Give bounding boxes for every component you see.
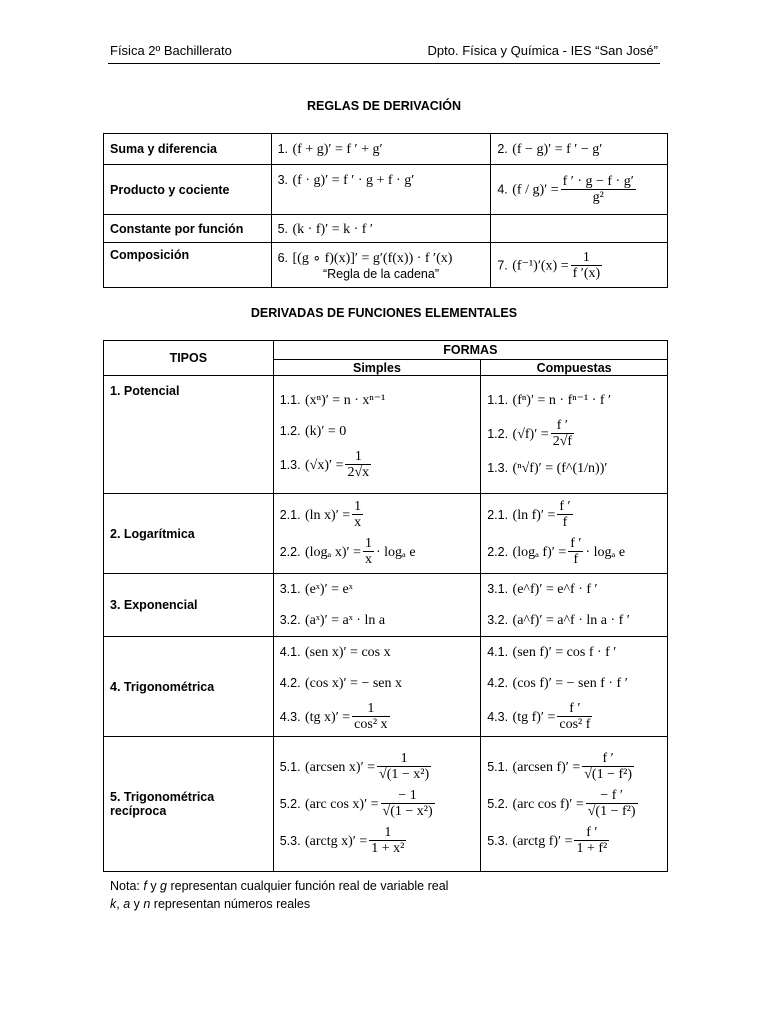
fraction: $\frac{- 1}{\text{√(1 − x²)}}$: [382, 787, 433, 819]
rule-label: Constante por función: [104, 215, 272, 243]
header-tipos: TIPOS: [104, 341, 274, 376]
formula: 4.1. (sen f)′ = cos f · f ′: [487, 645, 617, 660]
formula: 4.3. (tg x)′ = $\frac{1}{\text{cos² x}}$: [279, 701, 388, 733]
formula: 4.2. (cos f)′ = − sen f · f ′: [487, 676, 628, 691]
fraction: $\frac{f '}{\text{cos² f}}$: [559, 701, 591, 733]
formula: 4.1. (sen x)′ = cos x: [279, 645, 391, 660]
fraction: $\frac{1}{x}$: [354, 498, 362, 530]
compuestas-cell: [481, 737, 668, 872]
fraction: $\frac{f '}{f}$: [559, 498, 571, 530]
rules-row-4: [104, 243, 668, 288]
simples-cell: [273, 637, 481, 737]
fraction: $\frac{- f '}{\text{√(1 − f²)}}$: [587, 787, 636, 819]
page-header: [108, 43, 660, 64]
tipo-label: 4. Trigonométrica: [104, 637, 274, 737]
tipo-label: 2. Logarítmica: [104, 494, 274, 574]
formula: 5.2. (arc cos f)′ = $\frac{- f '}{\text{√(1 − f²)}}$: [487, 787, 636, 819]
simples-cell: [273, 376, 481, 494]
header-formas: FORMAS: [273, 341, 667, 360]
formula: 3.2. (a^f)′ = a^f · ln a · f ′: [487, 613, 630, 628]
rule-5: 5. (k · f)′ = k · f ′: [271, 215, 491, 243]
formula: 3.1. (e^f)′ = e^f · f ′: [487, 582, 598, 597]
formula: 1.1. (fⁿ)′ = n · fⁿ⁻¹ · f ′: [487, 393, 612, 408]
formula: 2.2. (logₐ x)′ = $\frac{1}{x}$ · logₐ e: [279, 535, 416, 567]
header-left: Física 2º Bachillerato: [110, 43, 232, 58]
title-elementary: DERIVADAS DE FUNCIONES ELEMENTALES: [250, 306, 518, 320]
chain-rule-caption: “Regla de la cadena”: [322, 267, 439, 281]
note-line-1: Nota: f y g representan cualquier función real de variable real: [110, 879, 449, 893]
formula: 5.1. (arcsen f)′ = $\frac{f '}{\text{√(1 − f²)}}$: [487, 750, 633, 782]
simples-cell: [273, 494, 481, 574]
note: [110, 877, 448, 913]
fraction: $\frac{1}{\text{cos² x}}$: [354, 701, 388, 733]
formula: 5.1. (arcsen x)′ = $\frac{1}{\text{√(1 − x²)}}$: [279, 750, 430, 782]
fraction: $\frac{1}{\text{√(1 − x²)}}$: [379, 750, 430, 782]
formula: 3.2. (aˣ)′ = aˣ · ln a: [279, 613, 386, 628]
derivatives-table: [103, 340, 668, 872]
rule-2: 2. (f − g)′ = f ′ − g′: [491, 134, 668, 165]
tipo-label: 3. Exponencial: [104, 574, 274, 637]
fraction: $\frac{1}{2√x}$: [347, 449, 370, 481]
header-right: Dpto. Física y Química - IES “San José”: [427, 43, 658, 58]
rules-row-2: [104, 165, 668, 215]
rule-label: Producto y cociente: [104, 165, 272, 215]
formula: 2.1. (ln f)′ = $\frac{f '}{f}$: [487, 498, 571, 530]
compuestas-cell: [481, 494, 668, 574]
simples-cell: [273, 737, 481, 872]
rules-row-3: [104, 215, 668, 243]
compuestas-cell: [481, 637, 668, 737]
derivative-row: [104, 737, 668, 872]
fraction: $\frac{1}{\text{1 + x²}}$: [371, 824, 405, 856]
rules-row-1: [104, 134, 668, 165]
rule-1: 1. (f + g)′ = f ′ + g′: [271, 134, 491, 165]
simples-cell: [273, 574, 481, 637]
derivative-row: [104, 376, 668, 494]
rule-label: Suma y diferencia: [104, 134, 272, 165]
formula: 1.2. (√f)′ = $\frac{f '}{2√f}$: [487, 418, 573, 450]
rule-6: 6. [(g ∘ f)(x)]′ = g′(f(x)) · f ′(x) “Regla de la cadena”: [271, 243, 491, 288]
formula: 5.3. (arctg x)′ = $\frac{1}{\text{1 + x²}}$: [279, 824, 405, 856]
fraction: $\frac{f '}{\text{1 + f²}}$: [576, 824, 608, 856]
tipo-label: 5. Trigonométrica recíproca: [104, 737, 274, 872]
formula: 1.2. (k)′ = 0: [279, 424, 347, 439]
fraction: $\frac{f '}{2√f}$: [552, 418, 573, 450]
header-compuestas: Compuestas: [481, 360, 668, 376]
compuestas-cell: [481, 574, 668, 637]
note-line-2: k, a y n representan números reales: [110, 897, 311, 911]
compuestas-cell: [481, 376, 668, 494]
formula: 1.3. (√x)′ = $\frac{1}{2√x}$: [279, 449, 370, 481]
formula: 5.2. (arc cos x)′ = $\frac{- 1}{\text{√(1 − x²)}}$: [279, 787, 433, 819]
formula: 2.2. (logₐ f)′ = $\frac{f '}{f}$ · logₐ e: [487, 535, 626, 567]
rule-label: Composición: [104, 243, 272, 288]
formula: 5.3. (arctg f)′ = $\frac{f '}{\text{1 + f²}}$: [487, 824, 608, 856]
title-rules: REGLAS DE DERIVACIÓN: [307, 99, 461, 113]
fraction: $\frac{f '}{f}$: [570, 535, 582, 567]
formula: 1.1. (xⁿ)′ = n · xⁿ⁻¹: [279, 393, 386, 408]
rules-table: [103, 133, 668, 288]
rule-4: 4. (f / g)′ = $\frac{f ' \cdot g - f \cdot g'}{\text{g²}}$: [491, 165, 668, 215]
rule-7: 7. (f⁻¹)′(x) = $\frac{1}{f '(x)}$: [491, 243, 668, 288]
formula: 4.2. (cos x)′ = − sen x: [279, 676, 403, 691]
derivative-row: [104, 637, 668, 737]
empty-cell: [491, 215, 668, 243]
fraction: $\frac{1}{x}$: [365, 535, 372, 567]
rule-3: 3. (f · g)′ = f ′ · g + f · g′: [271, 165, 491, 215]
formula: 4.3. (tg f)′ = $\frac{f '}{\text{cos² f}}$: [487, 701, 591, 733]
derivative-row: [104, 494, 668, 574]
tipo-label: 1. Potencial: [104, 376, 274, 494]
fraction: $\frac{f '}{\text{√(1 − f²)}}$: [584, 750, 633, 782]
formula: 1.3. (ⁿ√f)′ = (f^(1/n))′: [487, 461, 608, 476]
derivative-row: [104, 574, 668, 637]
header-simples: Simples: [273, 360, 481, 376]
formula: 3.1. (eˣ)′ = eˣ: [279, 582, 353, 597]
formula: 2.1. (ln x)′ = $\frac{1}{x}$: [279, 498, 362, 530]
